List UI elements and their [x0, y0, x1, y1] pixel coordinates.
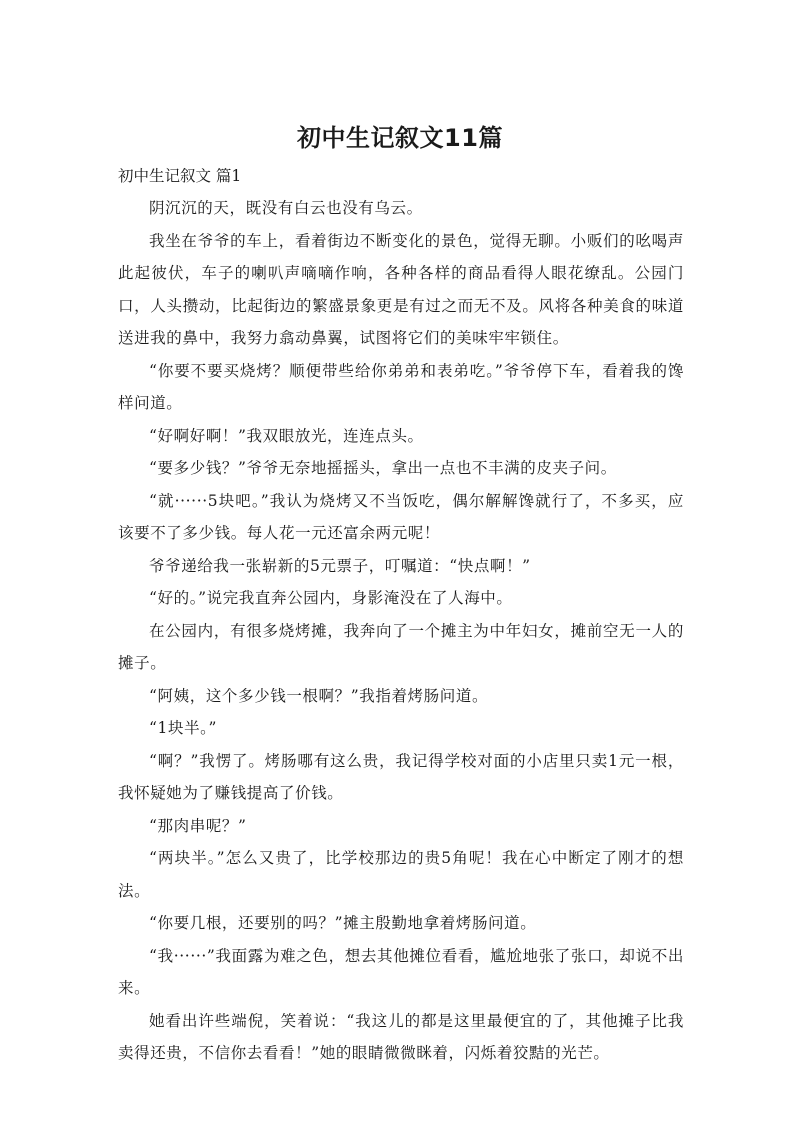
paragraph: “啊？”我愣了。烤肠哪有这么贵，我记得学校对面的小店里只卖1元一根，我怀疑她为了赚钱提高了价钱。: [118, 751, 684, 802]
document-body: [118, 161, 684, 1070]
paragraph: “你要不要买烧烤？顺便带些给你弟弟和表弟吃。”爷爷停下车，看着我的馋样问道。: [118, 361, 684, 412]
paragraph: 爷爷递给我一张崭新的5元票子，叮嘱道：“快点啊！”: [149, 556, 531, 575]
paragraph: “就······5块吧。”我认为烧烤又不当饭吃，偶尔解解馋就行了，不多买，应该要不了多少钱。每人花一元还富余两元呢！: [118, 491, 684, 542]
paragraph: “两块半。”怎么又贵了，比学校那边的贵5角呢！我在心中断定了刚才的想法。: [118, 849, 684, 900]
paragraph: 她看出许些端倪，笑着说：“我这儿的都是这里最便宜的了，其他摊子比我卖得还贵，不信你去看看！”她的眼睛微微眯着，闪烁着狡黠的光芒。: [118, 1011, 684, 1062]
paragraph: 我坐在爷爷的车上，看着街边不断变化的景色，觉得无聊。小贩们的吆喝声此起彼伏，车子的喇叭声嘀嘀作响，各种各样的商品看得人眼花缭乱。公园门口，人头攒动，比起街边的繁盛景象更是有过之而无不及。风将各种美食的味道送进我的鼻中，我努力翕动鼻翼，试图将它们的美味牢牢锁住。: [118, 231, 684, 347]
document-title: 初中生记叙文11篇: [297, 124, 503, 152]
paragraph: “我······”我面露为难之色，想去其他摊位看看，尴尬地张了张口，却说不出来。: [118, 946, 684, 997]
paragraph: 阴沉沉的天，既没有白云也没有乌云。: [149, 199, 423, 217]
section-heading: 初中生记叙文 篇1: [118, 167, 242, 185]
paragraph: “好的。”说完我直奔公园内，身影淹没在了人海中。: [149, 589, 513, 607]
paragraph: “那肉串呢？”: [149, 816, 247, 835]
paragraph: “你要几根，还要别的吗？”摊主殷勤地拿着烤肠问道。: [149, 914, 537, 932]
paragraph: “好啊好啊！”我双眼放光，连连点头。: [149, 426, 424, 445]
paragraph: “1块半。”: [149, 719, 218, 737]
paragraph: “阿姨，这个多少钱一根啊？”我指着烤肠问道。: [149, 686, 489, 705]
paragraph: “要多少钱？”爷爷无奈地摇摇头，拿出一点也不丰满的皮夹子问。: [149, 459, 617, 477]
paragraph: 在公园内，有很多烧烤摊，我奔向了一个摊主为中年妇女，摊前空无一人的摊子。: [118, 621, 684, 672]
